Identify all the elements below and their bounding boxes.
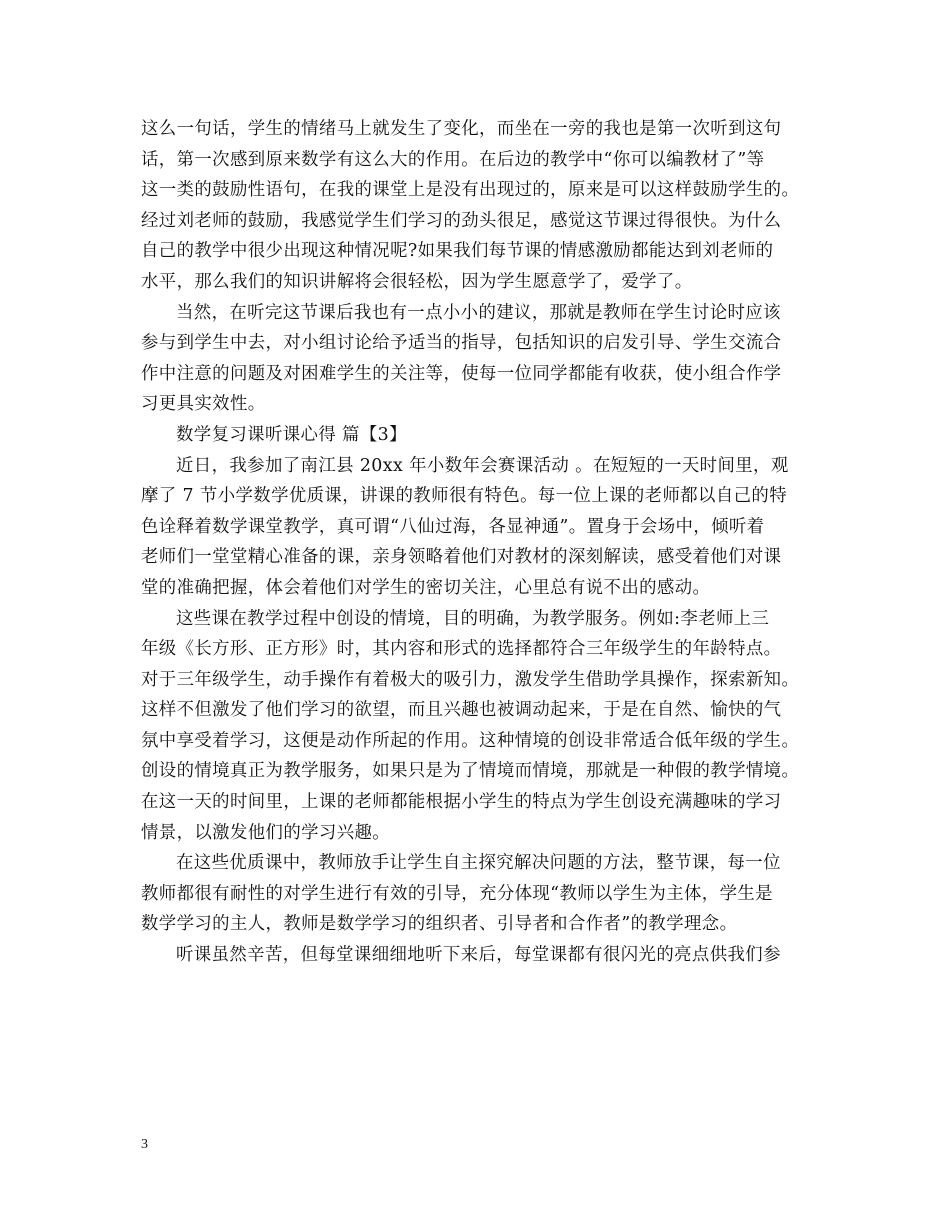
- text-line: 教师都很有耐性的对学生进行有效的引导，充分体现“教师以学生为主体，学生是: [141, 883, 773, 904]
- text-line: 习更具实效性。: [141, 394, 266, 415]
- text-line: 对于三年级学生，动手操作有着极大的吸引力，激发学生借助学具操作，探索新知。: [141, 669, 800, 690]
- text-line: 摩了 7 节小学数学优质课，讲课的教师很有特色。每一位上课的老师都以自己的特: [141, 486, 787, 507]
- text-line: 作中注意的问题及对困难学生的关注等，使每一位同学都能有收获，使小组合作学: [141, 363, 782, 384]
- text-line: 这些课在教学过程中创设的情境，目的明确，为教学服务。例如:李老师上三: [176, 608, 770, 629]
- text-line: 话，第一次感到原来数学有这么大的作用。在后边的教学中“你可以编教材了”等: [141, 149, 765, 170]
- page-number: 3: [141, 1137, 148, 1152]
- text-line: 色诠释着数学课堂教学，真可谓“八仙过海，各显神通”。置身于会场中，倾听着: [141, 516, 765, 537]
- text-line: 自己的教学中很少出现这种情况呢?如果我们每节课的情感激励都能达到刘老师的: [141, 241, 774, 262]
- text-line: 当然，在听完这节课后我也有一点小小的建议，那就是教师在学生讨论时应该: [176, 302, 781, 323]
- text-line: 参与到学生中去，对小组讨论给予适当的指导，包括知识的启发引导、学生交流合: [141, 333, 782, 354]
- text-line: 这一类的鼓励性语句，在我的课堂上是没有出现过的，原来是可以这样鼓励学生的。: [141, 180, 800, 201]
- text-line: 数学复习课听课心得 篇【3】: [176, 424, 407, 445]
- text-line: 水平，那么我们的知识讲解将会很轻松，因为学生愿意学了，爱学了。: [141, 271, 693, 292]
- text-line: 在这些优质课中，教师放手让学生自主探究解决问题的方法，整节课，每一位: [176, 853, 781, 874]
- text-line: 在这一天的时间里，上课的老师都能根据小学生的特点为学生创设充满趣味的学习: [141, 792, 782, 813]
- text-line: 听课虽然辛苦，但每堂课细细地听下来后，每堂课都有很闪光的亮点供我们参: [176, 945, 781, 966]
- text-line: 经过刘老师的鼓励，我感觉学生们学习的劲头很足，感觉这节课过得很快。为什么: [141, 210, 782, 231]
- text-line: 氛中享受着学习，这便是动作所起的作用。这种情境的创设非常适合低年级的学生。: [141, 730, 800, 751]
- text-line: 这样不但激发了他们学习的欲望，而且兴趣也被调动起来，于是在自然、愉快的气: [141, 700, 782, 721]
- text-line: 年级《长方形、正方形》时，其内容和形式的选择都符合三年级学生的年龄特点。: [141, 639, 782, 660]
- text-line: 老师们一堂堂精心准备的课，亲身领略着他们对教材的深刻解读，感受着他们对课: [141, 547, 782, 568]
- text-line: 数学学习的主人，教师是数学学习的组织者、引导者和合作者”的教学理念。: [141, 914, 738, 935]
- text-line: 近日，我参加了南江县 20xx 年小数年会赛课活动 。在短短的一天时间里，观: [176, 455, 789, 476]
- text-line: 这么一句话，学生的情绪马上就发生了变化，而坐在一旁的我也是第一次听到这句: [141, 119, 782, 139]
- text-line: 创设的情境真正为教学服务，如果只是为了情境而情境，那就是一种假的教学情境。: [141, 761, 800, 782]
- document-body: [141, 114, 811, 971]
- text-line: 情景，以激发他们的学习兴趣。: [141, 822, 391, 843]
- text-line: 堂的准确把握，体会着他们对学生的密切关注，心里总有说不出的感动。: [141, 577, 711, 598]
